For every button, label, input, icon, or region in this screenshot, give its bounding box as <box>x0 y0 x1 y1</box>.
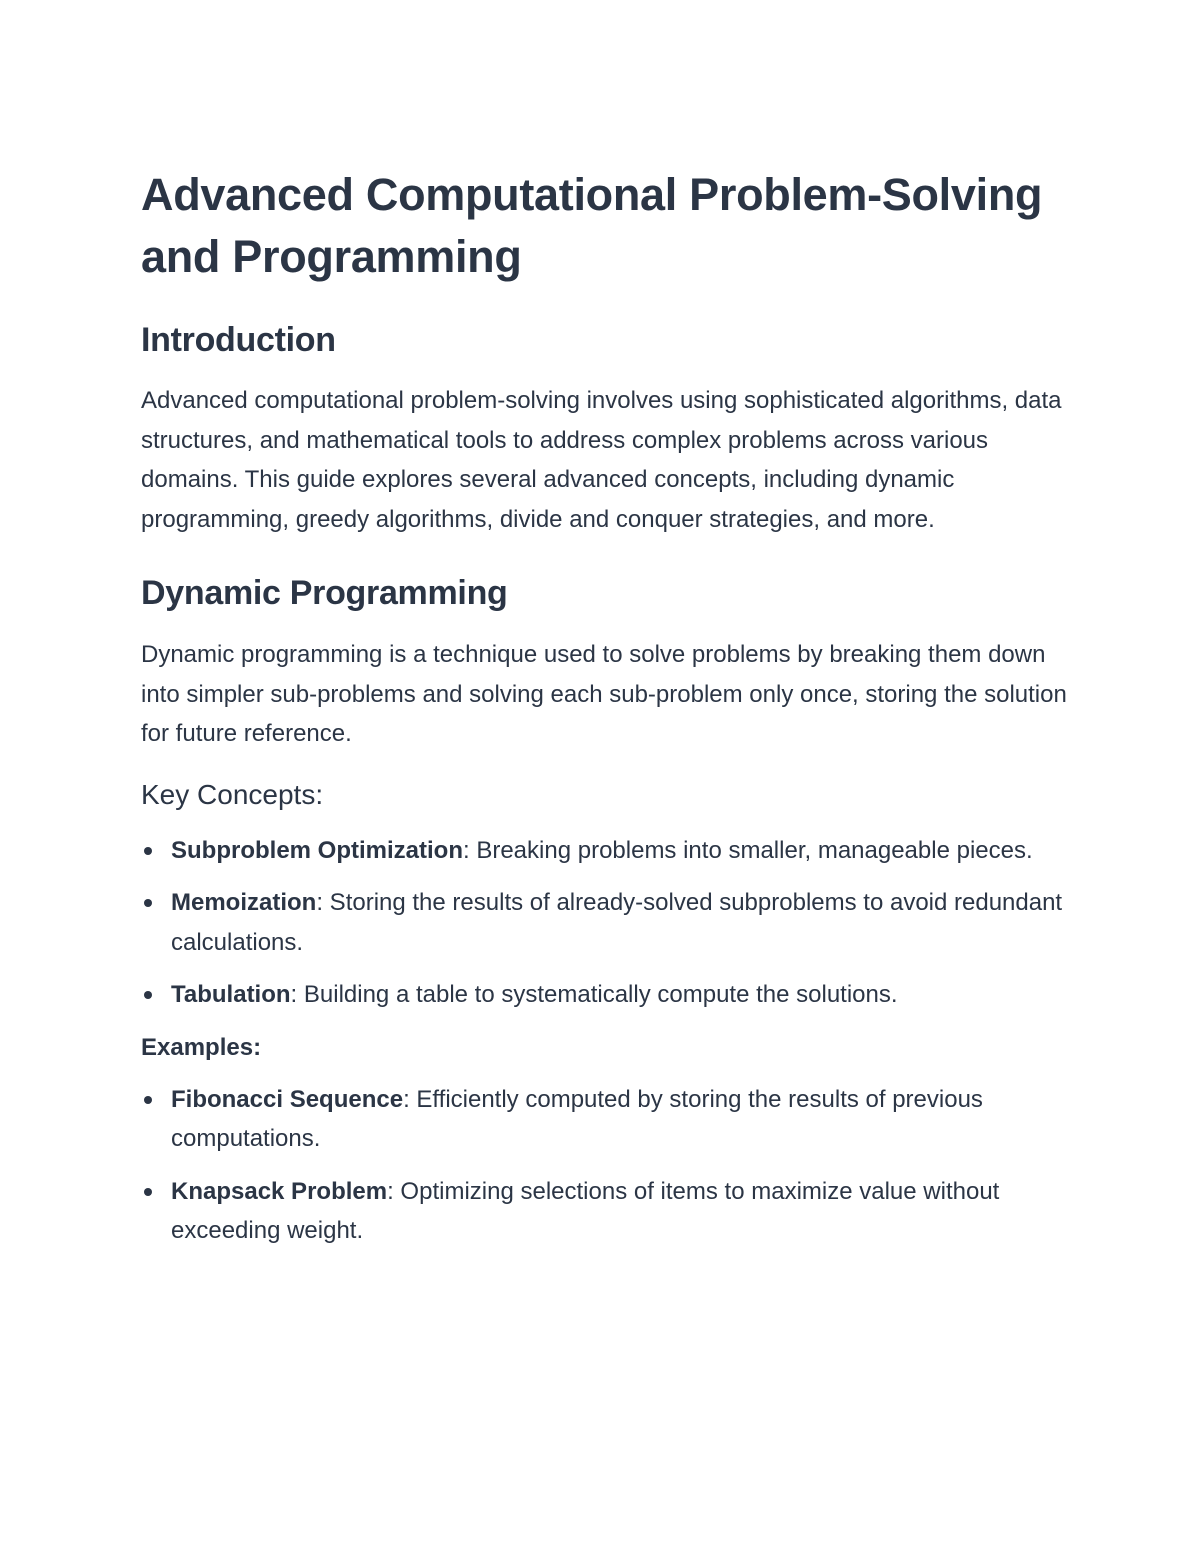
bullet-icon <box>144 991 152 999</box>
list-item <box>141 975 1071 1015</box>
list-item <box>141 883 1071 962</box>
key-concepts-list <box>141 831 1071 1015</box>
document-title: Advanced Computational Problem-Solving and Programming <box>141 169 1043 282</box>
list-item-term: Subproblem Optimization <box>171 836 463 864</box>
list-item <box>141 831 1071 871</box>
list-item-description: : Efficiently computed by storing the results of previous computations. <box>171 1085 983 1152</box>
list-item-description: : Breaking problems into smaller, manageable pieces. <box>463 836 1033 864</box>
bullet-icon <box>144 1188 152 1196</box>
bullet-icon <box>144 847 152 855</box>
bullet-icon <box>144 899 152 907</box>
key-concepts-heading: Key Concepts: <box>141 778 324 810</box>
list-item-term: Tabulation <box>171 981 291 1008</box>
list-item <box>141 1080 1071 1159</box>
examples-list <box>141 1080 1071 1251</box>
introduction-paragraph: Advanced computational problem-solving involves using sophisticated algorithms, data structures, and mathematical tools to address complex problems across various domains. This guide explores several advanced concepts, including dynamic programming, greedy algorithms, divide and conquer strategies, and more. <box>141 387 1062 533</box>
introduction-heading: Introduction <box>141 321 336 359</box>
bullet-icon <box>144 1096 152 1104</box>
dynamic-programming-heading: Dynamic Programming <box>141 574 508 612</box>
list-item <box>141 1172 1071 1251</box>
list-item-description: : Storing the results of already-solved subproblems to avoid redundant calculations. <box>171 889 1063 956</box>
document-page <box>141 164 1071 1264</box>
list-item-description: : Optimizing selections of items to maximize value without exceeding weight. <box>171 1177 1000 1244</box>
dynamic-programming-paragraph: Dynamic programming is a technique used to solve problems by breaking them down into simpler sub-problems and solving each sub-problem only once, storing the solution for future reference. <box>141 641 1067 747</box>
list-item-description: : Building a table to systematically compute the solutions. <box>290 981 898 1008</box>
list-item-term: Fibonacci Sequence <box>171 1085 404 1113</box>
list-item-term: Knapsack Problem <box>171 1177 388 1205</box>
examples-heading: Examples: <box>141 1033 262 1061</box>
list-item-term: Memoization <box>171 889 317 916</box>
